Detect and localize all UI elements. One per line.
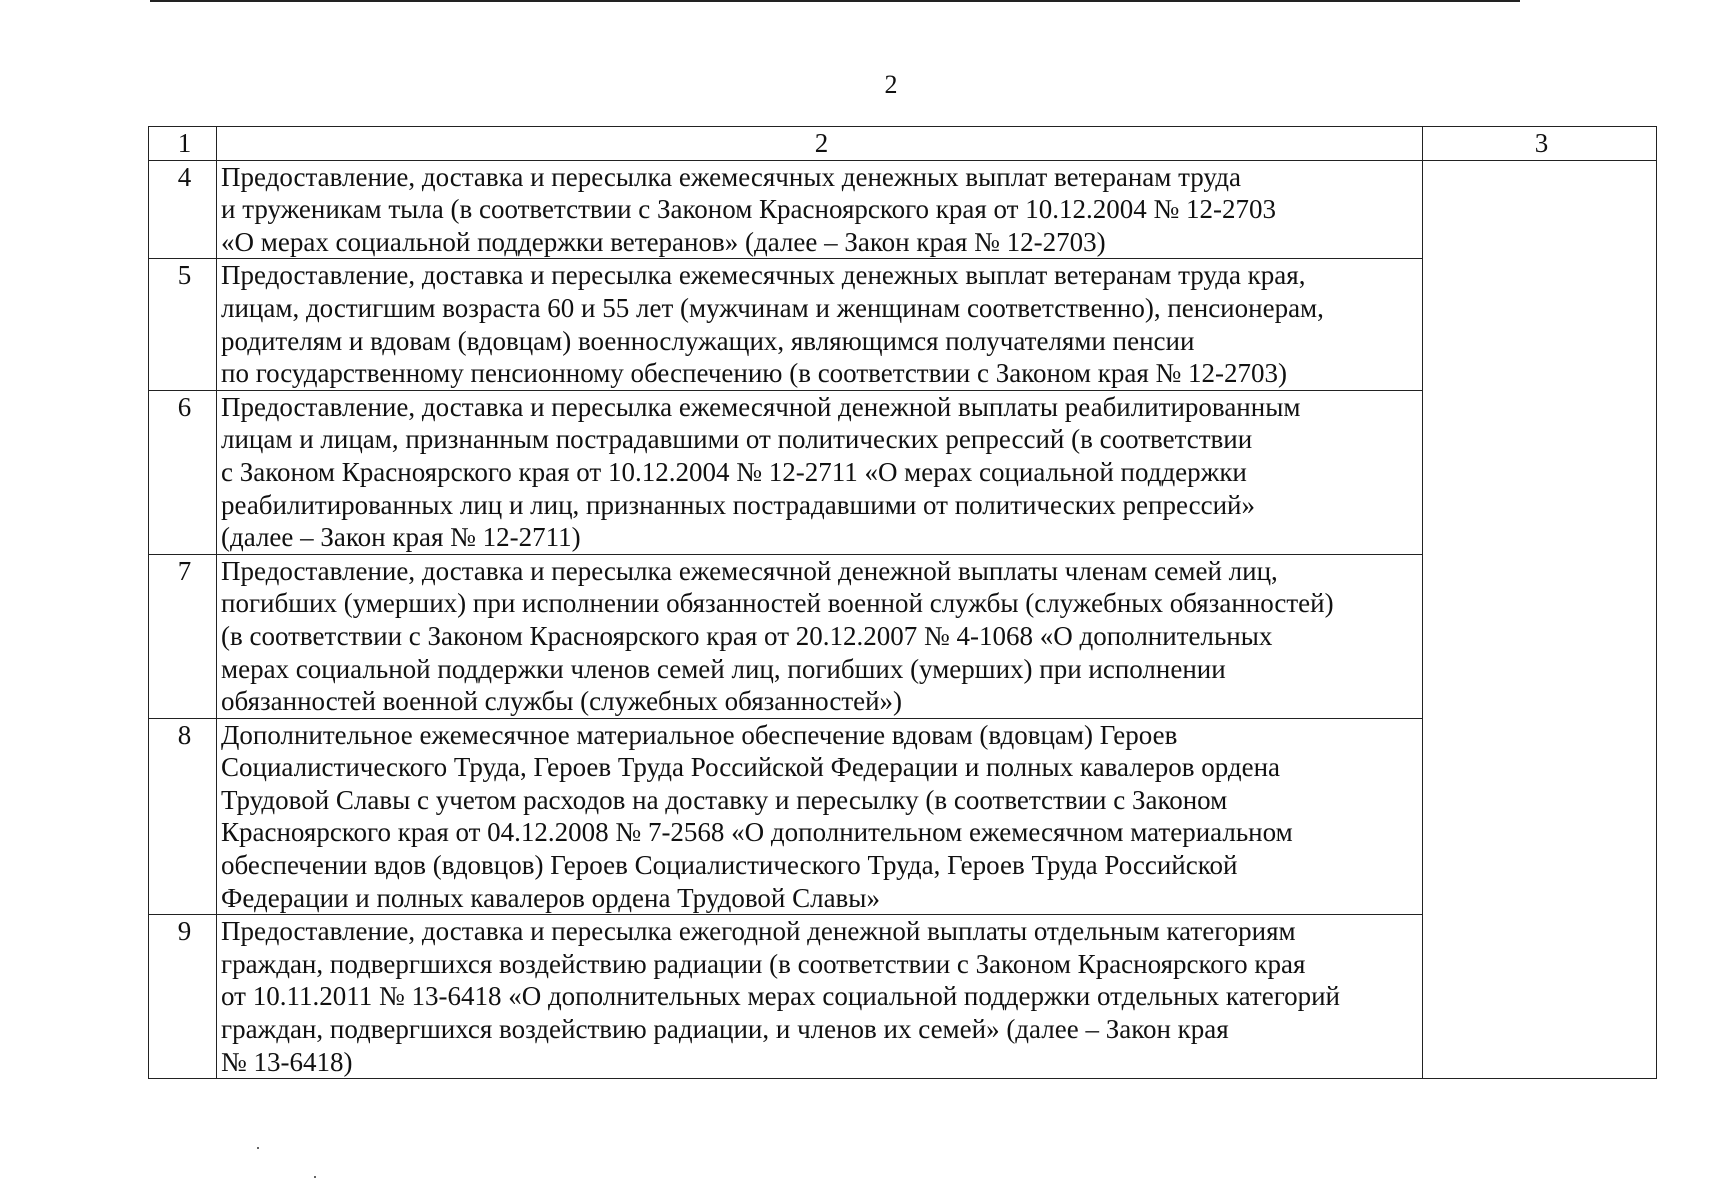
document-table [148,126,1657,1079]
text-line: Предоставление, доставка и пересылка ежемесячных денежных выплат ветеранам труда [221,161,1241,192]
table-row [149,160,1657,259]
row-description [217,390,1423,554]
text-line: с Законом Красноярского края от 10.12.2004 № 12-2711 «О мерах социальной поддержки [221,456,1247,487]
header-col-1: 1 [149,127,217,161]
row-description [217,718,1423,915]
row-number: 4 [149,160,217,259]
text-line: № 13-6418) [221,1046,353,1077]
row-number: 6 [149,390,217,554]
text-line: и труженикам тыла (в соответствии с Законом Красноярского края от 10.12.2004 № 12-2703 [221,194,1276,225]
text-line: реабилитированных лиц и лиц, признанных пострадавшими от политических репрессий» [221,489,1255,520]
text-line: граждан, подвергшихся воздействию радиации (в соответствии с Законом Красноярского края [221,948,1306,979]
row-description [217,259,1423,390]
text-line: (в соответствии с Законом Красноярского края от 20.12.2007 № 4-1068 «О дополнительных [221,620,1273,651]
text-line: Социалистического Труда, Героев Труда Российской Федерации и полных кавалеров ордена [221,752,1280,783]
text-line: Предоставление, доставка и пересылка ежемесячной денежной выплаты членам семей лиц, [221,555,1278,586]
text-line: обязанностей военной службы (служебных обязанностей») [221,686,903,717]
text-line: Предоставление, доставка и пересылка ежемесячных денежных выплат ветеранам труда края, [221,260,1306,291]
column-3-cell [1423,160,1657,1079]
page-number: 2 [884,70,898,99]
text-line: Предоставление, доставка и пересылка ежегодной денежной выплаты отдельным категориям [221,916,1296,947]
text-line: обеспечении вдов (вдовцов) Героев Социалистического Труда, Героев Труда Российской [221,850,1238,881]
row-description [217,915,1423,1079]
text-line: Красноярского края от 04.12.2008 № 7-2568 «О дополнительном ежемесячном материальном [221,817,1293,848]
top-edge-rule [150,0,1520,2]
text-line: Трудовой Славы с учетом расходов на доставку и пересылку (в соответствии с Законом [221,784,1228,815]
text-line: погибших (умерших) при исполнении обязанностей военной службы (служебных обязанностей) [221,588,1334,619]
header-col-2: 2 [217,127,1423,161]
header-col-3: 3 [1423,127,1657,161]
scan-speck [257,1147,259,1149]
row-number: 7 [149,554,217,718]
text-line: родителям и вдовам (вдовцам) военнослужащих, являющимся получателями пенсии [221,325,1195,356]
row-number: 9 [149,915,217,1079]
table-header-row [149,127,1657,161]
text-line: Предоставление, доставка и пересылка ежемесячной денежной выплаты реабилитированным [221,391,1301,422]
text-line: граждан, подвергшихся воздействию радиации, и членов их семей» (далее – Закон края [221,1014,1229,1045]
text-line: Дополнительное ежемесячное материальное обеспечение вдовам (вдовцам) Героев [221,719,1178,750]
row-description [217,554,1423,718]
text-line: лицам, достигшим возраста 60 и 55 лет (мужчинам и женщинам соответственно), пенсионерам, [221,292,1324,323]
text-line: по государственному пенсионному обеспечению (в соответствии с Законом края № 12-2703) [221,358,1288,389]
scan-speck [314,1176,316,1178]
text-line: (далее – Закон края № 12-2711) [221,522,581,553]
row-description [217,160,1423,259]
text-line: «О мерах социальной поддержки ветеранов» (далее – Закон края № 12-2703) [221,226,1106,257]
row-number: 8 [149,718,217,915]
text-line: Федерации и полных кавалеров ордена Трудовой Славы» [221,882,880,913]
text-line: мерах социальной поддержки членов семей лиц, погибших (умерших) при исполнении [221,653,1226,684]
row-number: 5 [149,259,217,390]
text-line: лицам и лицам, признанным пострадавшими от политических репрессий (в соответствии [221,424,1253,455]
text-line: от 10.11.2011 № 13-6418 «О дополнительных мерах социальной поддержки отдельных категорий [221,981,1341,1012]
